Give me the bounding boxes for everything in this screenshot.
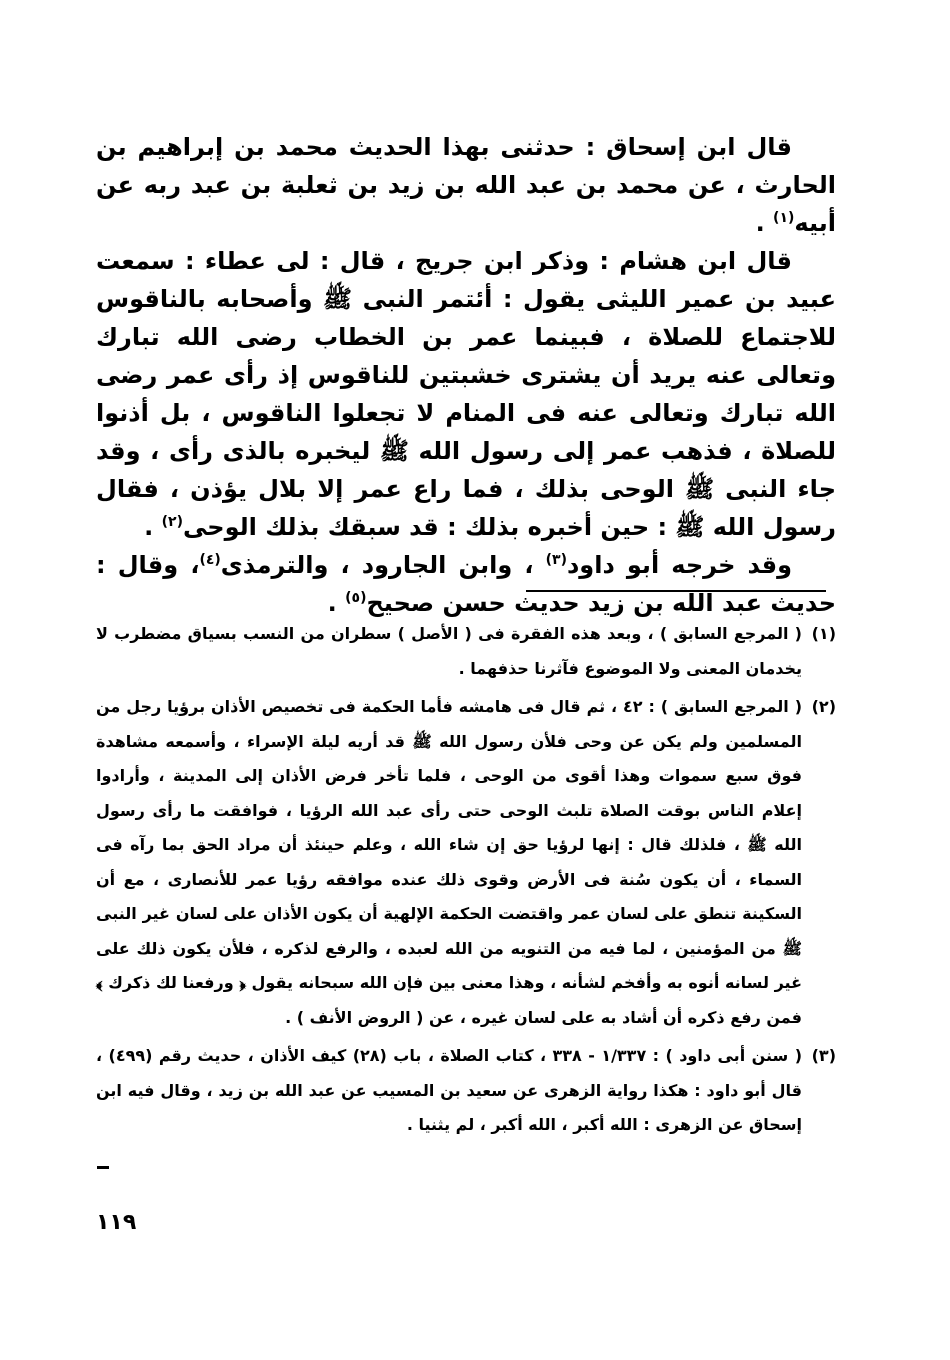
paragraph-3-end: .	[327, 589, 346, 617]
footnote-ref-4[interactable]: (٤)	[199, 552, 221, 568]
paragraph-2-end: .	[144, 513, 162, 541]
paragraph-3-text-a: وقد خرجه أبو داود	[566, 551, 792, 579]
footnote-ref-3[interactable]: (٣)	[545, 552, 567, 568]
main-text	[96, 128, 836, 622]
page-number: ١١٩	[96, 1210, 137, 1235]
footnote-ref-1[interactable]: (١)	[773, 210, 795, 226]
footnotes	[96, 617, 836, 1147]
footnote-text: ( المرجع السابق ) ، وبعد هذه الفقرة فى ( الأصل ) سطران من النسب بسياق مضطرب لا يخدمان المعنى ولا الموضوع فآثرنا حذفهما .	[96, 624, 802, 678]
footnote-text	[96, 690, 802, 1035]
footnote-separator	[526, 590, 826, 592]
footnote-1	[96, 617, 836, 686]
continuation-mark	[97, 1166, 109, 1169]
paragraph-2-text: قال ابن هشام : وذكر ابن جريج ، قال : لى عطاء : سمعت عبيد بن عمير الليثى يقول : أئتمر النبى ﷺ وأصحابه بالناقوس للاجتماع للصلاة ، فبينما عمر بن الخطاب رضى الله تبارك وتعالى عنه يريد أن يشترى خشبتين للناقوس إذ رأى عمر رضى الله تبارك وتعالى عنه فى المنام لا تجعلوا الناقوس ، بل أذنوا للصلاة ، فذهب عمر إلى رسول الله ﷺ ليخبره بالذى رأى ، وقد جاء النبى ﷺ الوحى بذلك ، فما راع عمر إلا بلال يؤذن ، فقال رسول الله ﷺ : حين أخبره بذلك : قد سبقك بذلك الوحى	[96, 247, 836, 541]
paragraph-1-end: .	[755, 209, 774, 237]
footnote-number: (١)	[811, 624, 836, 643]
paragraph-3	[96, 546, 836, 622]
footnote-text: ( سنن أبى داود ) : ١/٣٣٧ - ٣٣٨ ، كتاب الصلاة ، باب (٢٨) كيف الأذان ، حديث رقم (٤٩٩) ، قال أبو داود : هكذا رواية الزهرى عن سعيد بن المسيب عن عبد الله بن زيد ، وقال فيه ابن إسحاق عن الزهرى : الله أكبر ، الله أكبر ، لم يثنيا .	[96, 1046, 803, 1134]
footnote-text-part: ( المرجع السابق ) : ٤٢ ، ثم قال فى هامشه فأما الحكمة فى تخصيص الأذان برؤيا رجل من المسلمين ولم يكن عن وحى فلأن رسول الله ﷺ قد أريه ليلة الإسراء ، وأسمعه مشاهدة فوق سبع سموات وهذا أقوى من الوحى ، فلما تأخر فرض الأذان إلى المدينة ، وأرادوا إعلام الناس بوقت الصلاة تلبث الوحى حتى رأى عبد الله الرؤيا ، فوافقت ما رأى رسول الله ﷺ ، فلذلك قال : إنها لرؤيا حق إن شاء الله ، وعلم حينئذ أن مراد الحق بما رآه فى السماء ، أن يكون سُنة فى الأرض وقوى ذلك عنده موافقه رؤيا عمر للأنصارى ، مع أن السكينة تنطق على لسان عمر واقتضت الحكمة الإلهية أن يكون الأذان على لسان غير النبى ﷺ من المؤمنين ، لما فيه من التنويه من الله لعبده ، والرفع لذكره ، فلأن يكون ذلك على غير لسانه أنوه به وأفخم لشأنه ، وهذا معنى بين فإن الله سبحانه يقول	[96, 697, 802, 992]
footnote-3	[96, 1039, 836, 1143]
quran-quote: ﴿ ورفعنا لك ذكرك ﴾	[96, 973, 246, 992]
paragraph-3-text-c: ، وقال : حديث عبد الله بن زيد حديث حسن صحيح	[96, 551, 836, 617]
footnote-text-part: فمن رفع ذكره أن أشاد به على لسان غيره ، عن ( الروض الأنف ) .	[285, 1007, 802, 1027]
footnote-ref-2[interactable]: (٢)	[161, 514, 183, 530]
paragraph-2	[96, 242, 836, 546]
footnote-2	[96, 690, 836, 1035]
paragraph-1-text: قال ابن إسحاق : حدثنى بهذا الحديث محمد بن إبراهيم بن الحارث ، عن محمد بن عبد الله بن زيد بن ثعلبة بن عبد ربه عن أبيه	[96, 133, 836, 237]
paragraph-3-text-b: ، وابن الجارود ، والترمذى	[220, 551, 546, 579]
footnote-number: (٢)	[811, 697, 836, 716]
footnote-number: (٣)	[811, 1046, 836, 1065]
footnote-ref-5[interactable]: (٥)	[345, 590, 367, 606]
paragraph-1	[96, 128, 836, 242]
